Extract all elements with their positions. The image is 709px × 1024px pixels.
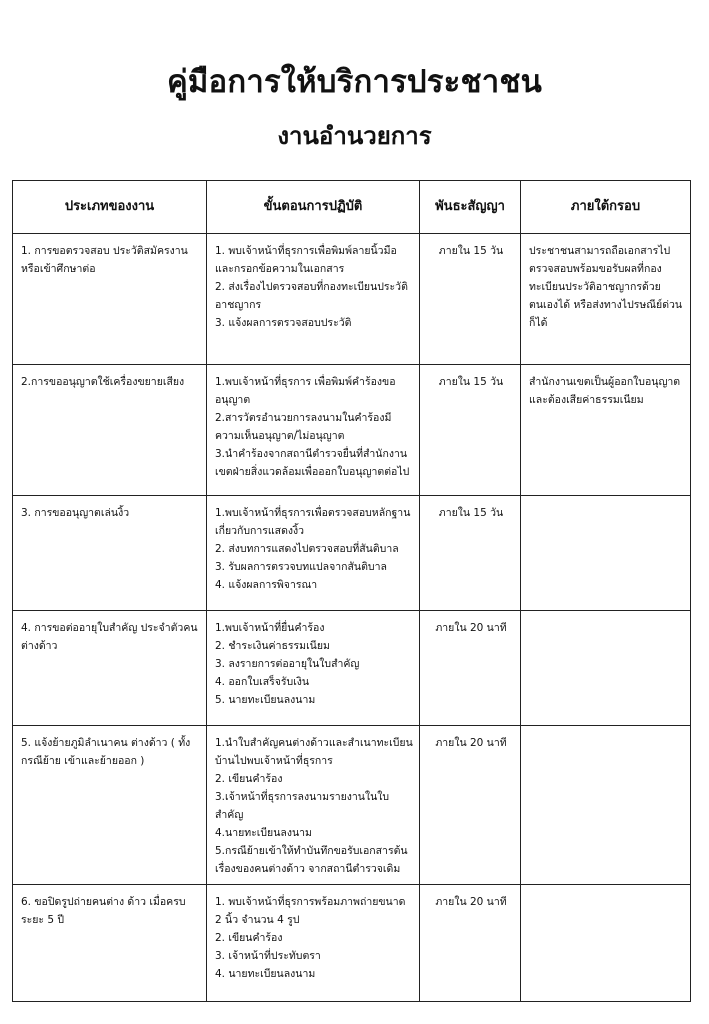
step-text: 1.พบเจ้าหน้าที่ยื่นคำร้อง	[215, 622, 325, 634]
work-type-cell: 6. ขอปิดรูปถ่ายคนต่าง ด้าว เมื่อครบระยะ 5 ปี	[13, 885, 207, 1002]
step-text: 1.พบเจ้าหน้าที่ธุรการ เพื่อพิมพ์คำร้องขออนุญาต	[215, 376, 396, 406]
header-period: พันธะสัญญา	[420, 181, 521, 234]
period-cell: ภายใน 15 วัน	[420, 365, 521, 496]
period-cell: ภายใน 20 นาที	[420, 611, 521, 726]
step-text: 3. เจ้าหน้าที่ประทับตรา	[215, 950, 321, 962]
steps-cell	[207, 365, 420, 496]
step-text: 5.กรณีย้ายเข้าให้ทำบันทึกขอรับเอกสารต้นเรื่องของคนต่างด้าว จากสถานีตำรวจเดิม	[215, 845, 408, 875]
step-text: 3. ลงรายการต่ออายุในใบสำคัญ	[215, 658, 360, 670]
steps-cell	[207, 496, 420, 611]
step-text: 2. ชำระเงินค่าธรรมเนียม	[215, 640, 330, 652]
header-work-type: ประเภทของงาน	[13, 181, 207, 234]
steps-cell	[207, 726, 420, 885]
table-row	[13, 234, 691, 365]
header-steps: ขั้นตอนการปฏิบัติ	[207, 181, 420, 234]
table-row	[13, 365, 691, 496]
step-text: 1. พบเจ้าหน้าที่ธุรการเพื่อพิมพ์ลายนิ้วมือและกรอกข้อความในเอกสาร	[215, 245, 397, 275]
step-text: 1.พบเจ้าหน้าที่ธุรการเพื่อตรวจสอบหลักฐานเกี่ยวกับการแสดงงิ้ว	[215, 507, 411, 537]
step-text: 4.นายทะเบียนลงนาม	[215, 827, 312, 839]
step-text: 2.สารวัตรอำนวยการลงนามในคำร้องมีความเห็นอนุญาต/ไม่อนุญาต	[215, 412, 392, 442]
period-cell: ภายใน 15 วัน	[420, 234, 521, 365]
step-text: 4. นายทะเบียนลงนาม	[215, 968, 316, 980]
step-text: 3.เจ้าหน้าที่ธุรการลงนามรายงานในใบสำคัญ	[215, 791, 390, 821]
work-type-cell: 4. การขอต่ออายุใบสำคัญ ประจำตัวคนต่างด้าว	[13, 611, 207, 726]
work-type-cell: 1. การขอตรวจสอบ ประวัติสมัครงาน หรือเข้าศึกษาต่อ	[13, 234, 207, 365]
step-text: 3. แจ้งผลการตรวจสอบประวัติ	[215, 317, 352, 329]
document-subtitle: งานอำนวยการ	[277, 122, 432, 150]
framework-cell	[521, 726, 691, 885]
step-text: 4. ออกใบเสร็จรับเงิน	[215, 676, 310, 688]
period-cell: ภายใน 15 วัน	[420, 496, 521, 611]
framework-cell	[521, 885, 691, 1002]
table-row	[13, 726, 691, 885]
table-row	[13, 611, 691, 726]
work-type-cell: 2.การขออนุญาตใช้เครื่องขยายเสียง	[13, 365, 207, 496]
period-cell: ภายใน 20 นาที	[420, 726, 521, 885]
framework-cell	[521, 611, 691, 726]
step-text: 2. เขียนคำร้อง	[215, 932, 283, 944]
table-row	[13, 885, 691, 1002]
period-cell: ภายใน 20 นาที	[420, 885, 521, 1002]
step-text: 3.นำคำร้องจากสถานีตำรวจยื่นที่สำนักงานเขตฝ่ายสิ่งแวดล้อมเพื่อออกใบอนุญาตต่อไป	[215, 448, 410, 478]
step-text: 1. พบเจ้าหน้าที่ธุรการพร้อมภาพถ่ายขนาด 2 นิ้ว จำนวน 4 รูป	[215, 896, 406, 926]
table-header-row	[13, 181, 691, 234]
header-framework: ภายใต้กรอบ	[521, 181, 691, 234]
table-row	[13, 496, 691, 611]
step-text: 4. แจ้งผลการพิจารณา	[215, 579, 318, 591]
service-table	[12, 180, 691, 1002]
step-text: 3. รับผลการตรวจบทแปลจากสันติบาล	[215, 561, 387, 573]
document-title: คู่มือการให้บริการประชาชน	[166, 64, 542, 100]
work-type-cell: 3. การขออนุญาตเล่นงิ้ว	[13, 496, 207, 611]
step-text: 2. ส่งบทการแสดงไปตรวจสอบที่สันติบาล	[215, 543, 399, 555]
work-type-cell: 5. แจ้งย้ายภูมิลำเนาคน ต่างด้าว ( ทั้งกรณีย้าย เข้าและย้ายออก )	[13, 726, 207, 885]
step-text: 2. เขียนคำร้อง	[215, 773, 283, 785]
steps-cell	[207, 234, 420, 365]
step-text: 5. นายทะเบียนลงนาม	[215, 694, 316, 706]
steps-cell	[207, 611, 420, 726]
step-text: 1.นำใบสำคัญคนต่างด้าวและสำเนาทะเบียนบ้านไปพบเจ้าหน้าที่ธุรการ	[215, 737, 413, 767]
steps-cell	[207, 885, 420, 1002]
step-text: 2. ส่งเรื่องไปตรวจสอบที่กองทะเบียนประวัติอาชญากร	[215, 281, 408, 311]
framework-cell: ประชาชนสามารถถือเอกสารไปตรวจสอบพร้อมขอรับผลที่กองทะเบียนประวัติอาชญากรด้วยตนเองได้ หรือส่งทางไปรษณีย์ด่วนก็ได้	[521, 234, 691, 365]
framework-cell	[521, 496, 691, 611]
framework-cell: สำนักงานเขตเป็นผู้ออกใบอนุญาตและต้องเสียค่าธรรมเนียม	[521, 365, 691, 496]
